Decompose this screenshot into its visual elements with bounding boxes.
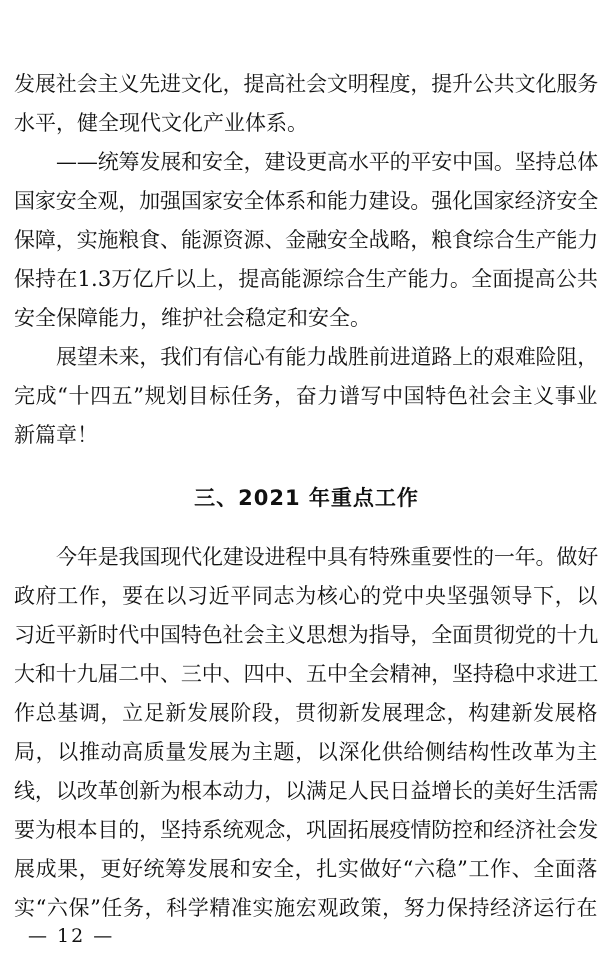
text-line: 习近平新时代中国特色社会主义思想为指导，全面贯彻党的十九 <box>14 623 599 647</box>
section-heading: 三、2021 年重点工作 <box>194 486 419 510</box>
text-line: 完成“十四五”规划目标任务，奋力谱写中国特色社会主义事业 <box>14 384 598 408</box>
text-line: 局，以推动高质量发展为主题，以深化供给侧结构性改革为主 <box>14 740 599 764</box>
text-line: 保障，实施粮食、能源资源、金融安全战略，粮食综合生产能力 <box>14 228 599 252</box>
text-line: 展成果，更好统筹发展和安全，扎实做好“六稳”工作、全面落 <box>14 857 598 881</box>
text-line: 新篇章！ <box>14 423 98 447</box>
page-number: — 12 — <box>28 925 115 947</box>
text-line: 展望未来，我们有信心有能力战胜前进道路上的艰难险阻， <box>56 345 599 369</box>
text-line: 要为根本目的，坚持系统观念，巩固拓展疫情防控和经济社会发 <box>14 818 599 842</box>
text-line: 水平，健全现代文化产业体系。 <box>14 111 308 135</box>
text-line: 安全保障能力，维护社会稳定和安全。 <box>14 306 371 330</box>
text-line: 实“六保”任务，科学精准实施宏观政策，努力保持经济运行在 <box>14 896 598 920</box>
text-line: 作总基调，立足新发展阶段，贯彻新发展理念，构建新发展格 <box>14 701 599 725</box>
text-line: 国家安全观，加强国家安全体系和能力建设。强化国家经济安全 <box>14 189 599 213</box>
text-line: 大和十九届二中、三中、四中、五中全会精神，坚持稳中求进工 <box>14 662 599 686</box>
text-line: 今年是我国现代化建设进程中具有特殊重要性的一年。做好 <box>56 545 599 569</box>
text-line: 线，以改革创新为根本动力，以满足人民日益增长的美好生活需 <box>14 779 599 803</box>
text-line: 政府工作，要在以习近平同志为核心的党中央坚强领导下，以 <box>14 584 599 608</box>
text-line: 发展社会主义先进文化，提高社会文明程度，提升公共文化服务 <box>14 72 599 96</box>
text-line: 保持在1.3万亿斤以上，提高能源综合生产能力。全面提高公共 <box>14 267 599 291</box>
text-line: ——统筹发展和安全，建设更高水平的平安中国。坚持总体 <box>56 150 599 174</box>
